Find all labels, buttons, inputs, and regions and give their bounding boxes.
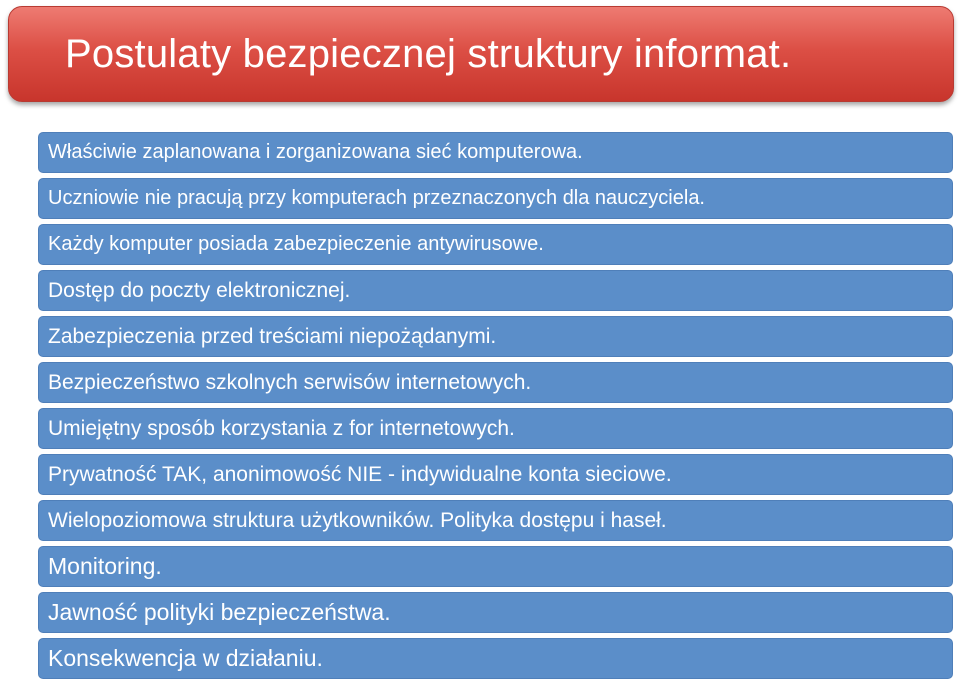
list-item: Jawność polityki bezpieczeństwa.	[38, 592, 953, 633]
list-item: Prywatność TAK, anonimowość NIE - indywidualne konta sieciowe.	[38, 454, 953, 495]
list-item: Umiejętny sposób korzystania z for internetowych.	[38, 408, 953, 449]
list-item: Monitoring.	[38, 546, 953, 587]
slide-title: Postulaty bezpiecznej struktury informat.	[65, 31, 792, 76]
title-banner	[8, 6, 954, 102]
list-item: Uczniowie nie pracują przy komputerach przeznaczonych dla nauczyciela.	[38, 178, 953, 219]
postulate-list	[38, 132, 953, 684]
list-item: Właściwie zaplanowana i zorganizowana sieć komputerowa.	[38, 132, 953, 173]
list-item: Każdy komputer posiada zabezpieczenie antywirusowe.	[38, 224, 953, 265]
list-item: Wielopoziomowa struktura użytkowników. Polityka dostępu i haseł.	[38, 500, 953, 541]
list-item: Bezpieczeństwo szkolnych serwisów internetowych.	[38, 362, 953, 403]
list-item: Konsekwencja w działaniu.	[38, 638, 953, 679]
list-item: Zabezpieczenia przed treściami niepożądanymi.	[38, 316, 953, 357]
list-item: Dostęp do poczty elektronicznej.	[38, 270, 953, 311]
